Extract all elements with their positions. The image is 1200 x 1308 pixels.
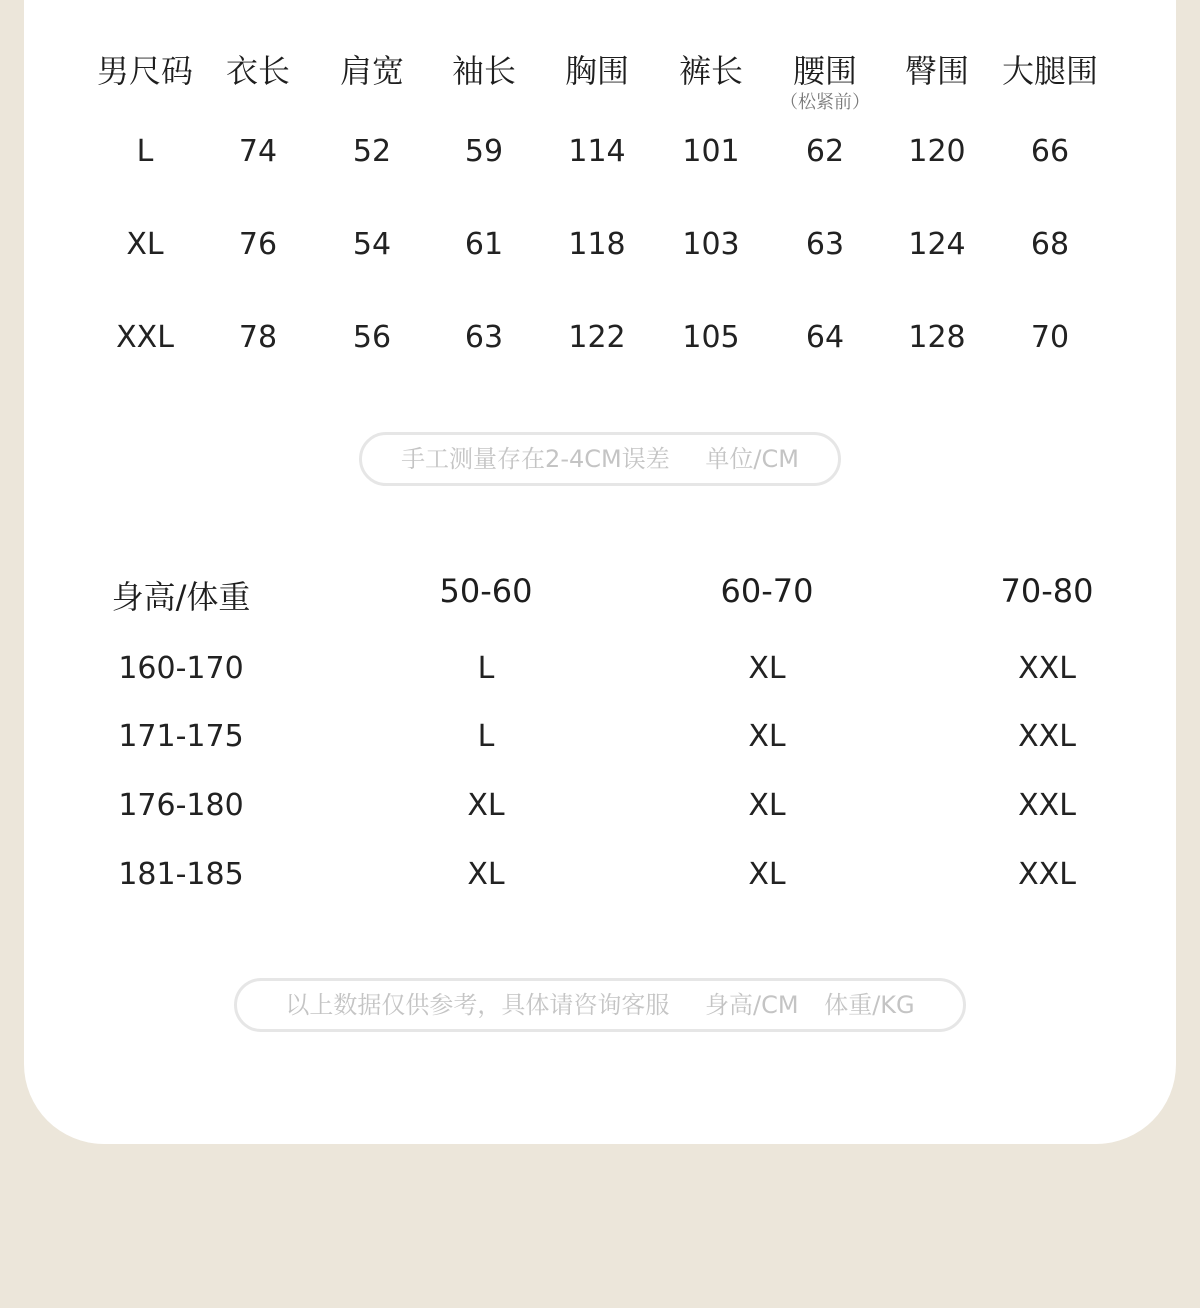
- table-cell: 61: [464, 227, 504, 262]
- table-cell: 54: [352, 227, 392, 262]
- table-cell: XL: [748, 651, 786, 686]
- table-cell: XL: [748, 857, 786, 892]
- header-waist-note: （松紧前）: [780, 92, 870, 113]
- table-cell: XXL: [1018, 719, 1076, 754]
- table-cell: 181-185: [118, 857, 244, 892]
- header-weight-60-70: 60-70: [720, 572, 814, 610]
- table-cell: XL: [748, 788, 786, 823]
- reference-text: 以上数据仅供参考，具体请咨询客服: [285, 991, 670, 1019]
- weight-unit-text: 体重/KG: [824, 991, 915, 1019]
- unit-text: 单位/CM: [705, 445, 799, 473]
- header-waist: 腰围: [792, 52, 858, 90]
- header-height-weight: 身高/体重: [111, 578, 251, 616]
- table-cell: 66: [1030, 134, 1070, 169]
- height-unit-text: 身高/CM: [705, 991, 799, 1019]
- table-cell: XXL: [1018, 651, 1076, 686]
- header-pants-length: 裤长: [678, 52, 744, 90]
- table-cell: 114: [568, 134, 626, 169]
- table-cell: 63: [805, 227, 845, 262]
- table-cell: XL: [126, 227, 164, 262]
- table-cell: 105: [682, 320, 740, 355]
- table-cell: 122: [568, 320, 626, 355]
- table-cell: 52: [352, 134, 392, 169]
- measurement-error-text: 手工测量存在2-4CM误差: [401, 445, 670, 473]
- table-cell: 76: [238, 227, 278, 262]
- header-sleeve: 袖长: [451, 52, 517, 90]
- header-size: 男尺码: [96, 52, 194, 90]
- reference-note: [234, 978, 966, 1032]
- table-cell: 68: [1030, 227, 1070, 262]
- table-cell: 124: [908, 227, 966, 262]
- table-cell: XL: [467, 857, 505, 892]
- table-cell: XXL: [116, 320, 174, 355]
- table-cell: XL: [748, 719, 786, 754]
- table-cell: L: [477, 719, 495, 754]
- table-cell: 74: [238, 134, 278, 169]
- table-cell: 101: [682, 134, 740, 169]
- header-chest: 胸围: [564, 52, 630, 90]
- table-cell: 171-175: [118, 719, 244, 754]
- table-cell: L: [136, 134, 154, 169]
- table-cell: XXL: [1018, 788, 1076, 823]
- table-cell: 128: [908, 320, 966, 355]
- header-weight-70-80: 70-80: [1000, 572, 1094, 610]
- table-cell: 64: [805, 320, 845, 355]
- header-hip: 臀围: [904, 52, 970, 90]
- header-weight-50-60: 50-60: [439, 572, 533, 610]
- table-cell: 78: [238, 320, 278, 355]
- table-cell: 56: [352, 320, 392, 355]
- table-cell: L: [477, 651, 495, 686]
- table-cell: 120: [908, 134, 966, 169]
- table-cell: 103: [682, 227, 740, 262]
- table-cell: 118: [568, 227, 626, 262]
- header-shoulder: 肩宽: [339, 52, 405, 90]
- table-cell: 62: [805, 134, 845, 169]
- table-cell: XL: [467, 788, 505, 823]
- table-cell: 70: [1030, 320, 1070, 355]
- table-cell: XXL: [1018, 857, 1076, 892]
- header-thigh: 大腿围: [1001, 52, 1099, 90]
- header-length: 衣长: [225, 52, 291, 90]
- table-cell: 63: [464, 320, 504, 355]
- table-cell: 176-180: [118, 788, 244, 823]
- measurement-note: [359, 432, 841, 486]
- table-cell: 160-170: [118, 651, 244, 686]
- table-cell: 59: [464, 134, 504, 169]
